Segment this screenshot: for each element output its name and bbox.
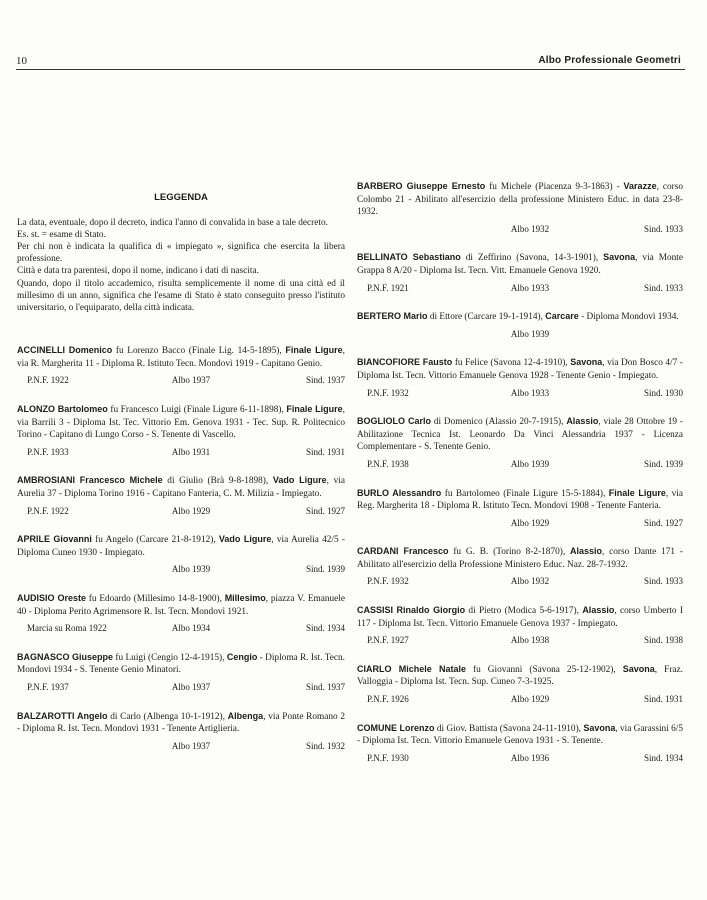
entry-details: - Diploma Mondovì 1934. bbox=[578, 312, 679, 323]
entry-registry-line bbox=[357, 328, 683, 341]
entry-details: , via Garassini 6/5 - Diploma Ist. Tecn. Vittorio Emanuele Genova 1931 - S. Tenente. bbox=[357, 723, 683, 747]
entry-separator bbox=[17, 752, 345, 768]
entry-details: , corso Umberto I 117 - Diploma Ist. Tecn. Vittorio Emanuele Genova 1937 - Impiegato. bbox=[357, 606, 684, 629]
entry-details: fu Francesco Luigi (Finale Ligure 6-11-1898), bbox=[107, 405, 287, 415]
register-entry bbox=[17, 533, 345, 576]
entry-details: , corso Dante 171 - Abilitato all'esercizio della Professione Ministero Educ. Naz. 28-7-1932. bbox=[357, 547, 683, 570]
albo-year: Albo 1939 bbox=[171, 564, 211, 575]
entry-registry-line bbox=[17, 505, 345, 518]
register-entry bbox=[357, 251, 683, 294]
entry-registry-line bbox=[17, 740, 345, 753]
pnf-year bbox=[367, 328, 477, 341]
entry-city: Savona bbox=[603, 252, 636, 263]
sind-year: Sind. 1934 bbox=[305, 623, 345, 634]
albo-year: Albo 1931 bbox=[171, 446, 211, 457]
entry-name: BIANCOFIORE Fausto bbox=[357, 357, 453, 368]
entry-separator bbox=[17, 517, 345, 533]
entry-text bbox=[357, 487, 683, 513]
entry-text bbox=[357, 663, 683, 689]
entry-text bbox=[357, 604, 683, 630]
entry-registry-line bbox=[357, 517, 683, 530]
entry-city: Albenga bbox=[227, 710, 264, 721]
entry-registry-line bbox=[357, 458, 683, 471]
left-column bbox=[17, 180, 345, 768]
pnf-year bbox=[27, 740, 137, 753]
entry-details: , via Barrili 3 - Diploma Ist. Tec. Vittorio Em. Genova 1931 - Tec. Sup. R. Politecnico Torino - Capitano di Lungo Corso - S. Tenente di Vascello. bbox=[17, 405, 345, 441]
entry-text bbox=[357, 310, 683, 324]
entry-details: fu Luigi (Cengio 12-4-1915), bbox=[113, 652, 227, 663]
register-entry bbox=[357, 545, 683, 588]
entry-text bbox=[357, 415, 683, 454]
entry-city: Savona bbox=[622, 663, 655, 674]
running-title: Albo Professionale Geometri bbox=[538, 55, 681, 66]
entry-city: Vado Ligure bbox=[272, 475, 327, 486]
entry-name: APRILE Giovanni bbox=[17, 534, 92, 545]
albo-year: Albo 1936 bbox=[510, 752, 550, 763]
legend-line: Città e data tra parentesi, dopo il nome, indicano i dati di nascita. bbox=[17, 266, 259, 277]
pnf-year: P.N.F. 1937 bbox=[27, 681, 69, 692]
entry-city: Savona bbox=[570, 357, 603, 368]
sind-year: Sind. 1933 bbox=[643, 223, 683, 234]
right-entry-list bbox=[357, 180, 683, 780]
register-entry bbox=[357, 663, 683, 706]
entry-separator bbox=[357, 647, 683, 663]
albo-year: Albo 1937 bbox=[171, 681, 211, 692]
entry-details: fu G. B. (Torino 8-2-1870), bbox=[448, 547, 570, 558]
left-entry-list bbox=[17, 344, 345, 768]
register-entry bbox=[357, 356, 683, 399]
pnf-year: P.N.F. 1933 bbox=[27, 446, 69, 457]
entry-separator bbox=[17, 694, 345, 710]
entry-city: Cengio bbox=[226, 651, 258, 662]
register-entry bbox=[357, 604, 683, 647]
pnf-year: P.N.F. 1932 bbox=[367, 576, 409, 587]
entry-details: , via Aurelia 37 - Diploma Torino 1916 - Capitano Fanteria, C. M. Milizia - Impiegato. bbox=[17, 476, 345, 499]
pnf-year: Marcia su Roma 1922 bbox=[27, 623, 107, 634]
entry-city: Finale Ligure bbox=[285, 345, 343, 356]
pnf-year: P.N.F. 1932 bbox=[367, 387, 409, 398]
register-entry bbox=[17, 651, 345, 694]
legend-title: LEGGENDA bbox=[154, 192, 208, 203]
entry-text bbox=[17, 474, 345, 500]
entry-details: di Domenico (Alassio 20-7-1915), bbox=[431, 417, 567, 428]
register-entry bbox=[17, 592, 345, 635]
entry-details: , via Aurelia 42/5 - Diploma Cuneo 1930 - Impiegato. bbox=[17, 535, 345, 558]
sind-year: Sind. 1931 bbox=[643, 694, 683, 705]
sind-year bbox=[583, 328, 683, 341]
entry-text bbox=[357, 722, 683, 748]
entry-separator bbox=[357, 706, 683, 722]
header-rule bbox=[16, 69, 685, 70]
entry-text bbox=[17, 651, 345, 677]
entry-details: , piazza V. Emanuele 40 - Diploma Perito Agrimensore R. Ist. Tecn. Mondovì 1921. bbox=[17, 593, 345, 617]
entry-details: fu Edoardo (Millesimo 14-8-1900), bbox=[86, 593, 225, 604]
albo-year: Albo 1932 bbox=[510, 223, 550, 234]
pnf-year: P.N.F. 1922 bbox=[27, 505, 69, 516]
register-entry bbox=[357, 310, 683, 340]
sind-year: Sind. 1931 bbox=[305, 446, 345, 457]
sind-year: Sind. 1939 bbox=[305, 564, 345, 575]
entry-details: , Fraz. Valloggia - Diploma Ist. Tecn. Sup. Cuneo 7-3-1925. bbox=[357, 664, 683, 688]
entry-text bbox=[357, 180, 683, 219]
entry-details: , viale 28 Ottobre 19 - Abilitazione Tecnica Ist. Leonardo Da Vinci Alessandria 1937 - Licenza Complementare - S. Tenente Genio. bbox=[357, 417, 683, 453]
entry-details: , via Monte Grappa 8 A/20 - Diploma Ist. Tecn. Vitt. Emanuele Genova 1920. bbox=[357, 253, 683, 276]
entry-separator bbox=[17, 635, 345, 651]
entry-city: Alassio bbox=[582, 605, 615, 616]
entry-city: Alassio bbox=[566, 416, 599, 427]
pnf-year: P.N.F. 1930 bbox=[367, 752, 409, 763]
entry-text bbox=[357, 356, 683, 382]
pnf-year bbox=[27, 563, 137, 576]
entry-registry-line bbox=[357, 282, 683, 295]
entry-separator bbox=[357, 588, 683, 604]
entry-separator bbox=[357, 235, 683, 251]
entry-separator bbox=[17, 576, 345, 592]
register-entry bbox=[17, 474, 345, 517]
entry-city: Finale Ligure bbox=[608, 487, 666, 498]
entry-separator bbox=[357, 340, 683, 356]
register-entry bbox=[357, 415, 683, 470]
entry-city: Alassio bbox=[570, 546, 603, 557]
entry-text bbox=[357, 251, 683, 277]
entry-details: di Zeffirino (Savona, 14-3-1901), bbox=[460, 253, 604, 264]
entry-details: , corso Colombo 21 - Abilitato all'esercizio della professione Ministero Educ. in data 23-8-1932. bbox=[357, 182, 683, 218]
entry-registry-line bbox=[357, 693, 683, 706]
legend-line: La data, eventuale, dopo il decreto, indica l'anno di convalida in base a tale decreto. bbox=[17, 217, 328, 228]
pnf-year: P.N.F. 1927 bbox=[367, 635, 409, 646]
entry-city: Savona bbox=[583, 722, 616, 733]
albo-year: Albo 1929 bbox=[510, 694, 550, 705]
entry-registry-line bbox=[357, 387, 683, 400]
register-entry bbox=[17, 403, 345, 458]
entry-city: Varazze bbox=[623, 181, 657, 191]
entry-registry-line bbox=[17, 622, 345, 635]
entry-name: BURLO Alessandro bbox=[357, 487, 442, 498]
entry-name: ALONZO Bartolomeo bbox=[17, 404, 108, 414]
entry-details: , via Reg. Margherita 18 - Diploma R. Istituto Tecn. Mondovì 1908 - Tenente Fanteria. bbox=[357, 488, 683, 512]
entry-details: fu Giovanni (Savona 25-12-1902), bbox=[465, 664, 623, 675]
entry-registry-line bbox=[17, 446, 345, 459]
entry-text bbox=[17, 344, 345, 370]
register-entry bbox=[357, 487, 683, 530]
entry-registry-line bbox=[17, 563, 345, 576]
page-number: 10 bbox=[16, 55, 27, 67]
register-entry bbox=[357, 180, 683, 235]
entry-separator bbox=[17, 458, 345, 474]
entry-details: di Carlo (Albenga 10-1-1912), bbox=[107, 711, 228, 722]
pnf-year: P.N.F. 1922 bbox=[27, 375, 69, 386]
entry-text bbox=[17, 592, 345, 618]
pnf-year bbox=[367, 517, 477, 530]
entry-name: CIARLO Michele Natale bbox=[357, 663, 466, 674]
entry-city: Finale Ligure bbox=[286, 404, 343, 414]
albo-year: Albo 1933 bbox=[510, 282, 550, 293]
entry-name: AUDISIO Oreste bbox=[17, 592, 86, 603]
albo-year: Albo 1934 bbox=[171, 623, 211, 634]
entry-city: Vado Ligure bbox=[218, 534, 272, 545]
sind-year: Sind. 1934 bbox=[643, 752, 683, 763]
entry-details: fu Bartolomeo (Finale Ligure 15-5-1884), bbox=[441, 488, 609, 499]
entry-name: BOGLIOLO Carlo bbox=[357, 416, 432, 427]
sind-year: Sind. 1932 bbox=[305, 740, 345, 751]
entry-registry-line bbox=[357, 575, 683, 588]
entry-name: BELLINATO Sebastiano bbox=[357, 252, 461, 263]
entry-name: BERTERO Mario bbox=[357, 311, 428, 322]
entry-name: BALZAROTTI Angelo bbox=[17, 710, 108, 721]
entry-text bbox=[17, 710, 345, 736]
entry-name: COMUNE Lorenzo bbox=[357, 722, 435, 733]
register-entry bbox=[17, 710, 345, 753]
legend-line: Per chi non è indicata la qualifica di « impiegato », significa che esercita la libera professione. bbox=[17, 242, 345, 265]
entry-registry-line bbox=[357, 752, 683, 765]
sind-year: Sind. 1930 bbox=[643, 387, 683, 398]
pnf-year: P.N.F. 1921 bbox=[367, 282, 409, 293]
entry-separator bbox=[17, 387, 345, 403]
entry-name: ACCINELLI Domenico bbox=[17, 345, 113, 356]
sind-year: Sind. 1927 bbox=[643, 517, 683, 528]
entry-registry-line bbox=[357, 634, 683, 647]
sind-year: Sind. 1933 bbox=[643, 282, 683, 293]
pnf-year: P.N.F. 1938 bbox=[367, 458, 409, 469]
legend-line: Quando, dopo il titolo accademico, risulta semplicemente il nome di una città ed il millesimo di un anno, significa che l'esame di Stato è stato conseguito presso l'istituto universitario, o l'equiparato, della città indicata. bbox=[17, 278, 345, 314]
albo-year: Albo 1929 bbox=[510, 517, 550, 528]
entry-details: di Ettore (Carcare 19-1-1914), bbox=[427, 312, 546, 323]
entry-name: BARBERO Giuseppe Ernesto bbox=[357, 181, 486, 191]
entry-details: fu Michele (Piacenza 9-3-1863) - bbox=[485, 182, 624, 192]
sind-year: Sind. 1939 bbox=[643, 458, 683, 469]
entry-registry-line bbox=[357, 223, 683, 236]
entry-details: , via Don Bosco 4/7 - Diploma Ist. Tecn. Vittorio Emanuele Genova 1928 - Tenente Genio - Impiegato. bbox=[357, 358, 683, 381]
albo-year: Albo 1929 bbox=[171, 505, 211, 516]
entry-text bbox=[357, 545, 683, 571]
albo-year: Albo 1939 bbox=[510, 328, 550, 339]
page-header bbox=[16, 55, 681, 69]
entry-details: di Giulio (Brà 9-8-1898), bbox=[162, 476, 273, 487]
entry-name: CASSISI Rinaldo Giorgio bbox=[357, 605, 466, 616]
entry-separator bbox=[357, 399, 683, 415]
entry-details: fu Angelo (Carcare 21-8-1912), bbox=[91, 535, 219, 546]
register-entry bbox=[357, 722, 683, 765]
albo-year: Albo 1937 bbox=[171, 375, 211, 386]
entry-details: , via Ponte Romano 2 - Diploma R. Ist. Tecn. Mondovì 1931 - Tenente Artiglieria. bbox=[17, 711, 346, 735]
sind-year: Sind. 1933 bbox=[643, 576, 683, 587]
albo-year: Albo 1939 bbox=[510, 458, 550, 469]
pnf-year: P.N.F. 1926 bbox=[367, 694, 409, 705]
entry-city: Carcare bbox=[545, 311, 579, 322]
entry-details: fu Felice (Savona 12-4-1910), bbox=[452, 358, 571, 369]
entry-name: AMBROSIANI Francesco Michele bbox=[17, 475, 163, 486]
entry-name: CARDANI Francesco bbox=[357, 546, 449, 557]
albo-year: Albo 1932 bbox=[510, 576, 550, 587]
sind-year: Sind. 1937 bbox=[305, 375, 345, 386]
entry-text bbox=[17, 533, 345, 559]
entry-registry-line bbox=[17, 374, 345, 387]
entry-separator bbox=[357, 529, 683, 545]
entry-registry-line bbox=[17, 681, 345, 694]
entry-details: fu Lorenzo Bacco (Finale Lig. 14-5-1895), bbox=[112, 346, 286, 357]
albo-year: Albo 1937 bbox=[171, 740, 211, 751]
entry-details: - Diploma R. Ist. Tecn. Mondovì 1934 - S. Tenente Genio Minatori. bbox=[17, 652, 345, 676]
entry-text bbox=[17, 403, 345, 442]
entry-city: Millesimo bbox=[224, 592, 266, 603]
albo-year: Albo 1938 bbox=[510, 635, 550, 646]
register-entry bbox=[17, 344, 345, 387]
entry-separator bbox=[357, 764, 683, 780]
entry-separator bbox=[357, 471, 683, 487]
sind-year: Sind. 1927 bbox=[305, 505, 345, 516]
right-column bbox=[357, 180, 683, 780]
albo-year: Albo 1933 bbox=[510, 387, 550, 398]
legend-line: Es. st. = esame di Stato. bbox=[17, 229, 106, 240]
pnf-year bbox=[367, 223, 477, 236]
legend-body bbox=[17, 217, 345, 315]
entry-separator bbox=[357, 294, 683, 310]
entry-details: di Giov. Battista (Savona 24-11-1910), bbox=[434, 723, 584, 734]
entry-details: di Pietro (Modica 5-6-1917), bbox=[465, 606, 583, 617]
sind-year: Sind. 1938 bbox=[643, 635, 683, 646]
entry-details: , via R. Margherita 11 - Diploma R. Istituto Tecn. Mondovì 1919 - Capitano Genio. bbox=[17, 346, 345, 369]
sind-year: Sind. 1937 bbox=[305, 681, 345, 692]
entry-name: BAGNASCO Giuseppe bbox=[17, 651, 114, 662]
